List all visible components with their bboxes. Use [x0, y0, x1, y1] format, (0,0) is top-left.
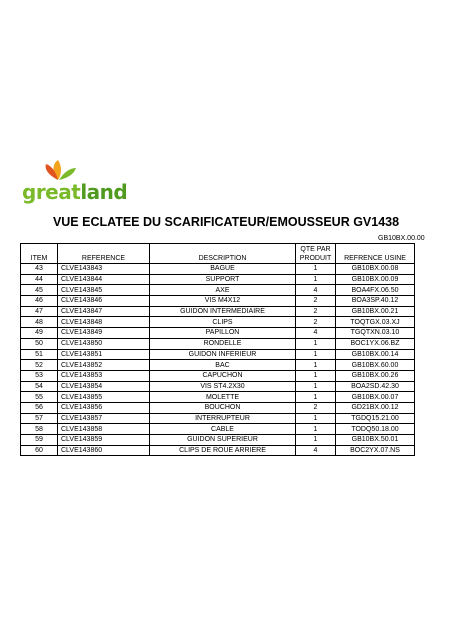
table-row [21, 370, 415, 381]
cell-factory-reference: GB10BX.00.14 [336, 349, 415, 360]
cell-description: RONDELLE [150, 338, 296, 349]
table-row [21, 402, 415, 413]
cell-quantity: 1 [296, 264, 336, 275]
cell-reference: CLVE143860 [58, 445, 150, 456]
cell-quantity: 4 [296, 445, 336, 456]
cell-reference: CLVE143853 [58, 370, 150, 381]
cell-description: AXE [150, 285, 296, 296]
cell-quantity: 1 [296, 370, 336, 381]
cell-description: CLIPS [150, 317, 296, 328]
cell-factory-reference: BOA4FX.06.50 [336, 285, 415, 296]
cell-reference: CLVE143848 [58, 317, 150, 328]
cell-description: BAC [150, 360, 296, 371]
cell-quantity: 1 [296, 381, 336, 392]
cell-description: SUPPORT [150, 274, 296, 285]
cell-factory-reference: GB10BX.00.09 [336, 274, 415, 285]
table-row [21, 338, 415, 349]
cell-quantity: 1 [296, 338, 336, 349]
cell-reference: CLVE143857 [58, 413, 150, 424]
cell-description: CAPUCHON [150, 370, 296, 381]
cell-quantity: 2 [296, 317, 336, 328]
cell-factory-reference: BOC1YX.06.BZ [336, 338, 415, 349]
cell-quantity: 1 [296, 360, 336, 371]
cell-factory-reference: TGDQ15.21.00 [336, 413, 415, 424]
cell-description: BOUCHON [150, 402, 296, 413]
cell-item: 57 [21, 413, 58, 424]
header-factory-reference: REFRENCE USINE [336, 244, 415, 264]
table-row [21, 360, 415, 371]
table-row [21, 424, 415, 435]
cell-description: GUIDON INTERMEDIAIRE [150, 306, 296, 317]
header-quantity-line2: PRODUIT [299, 255, 332, 262]
table-row [21, 285, 415, 296]
logo-word-part-2: land [80, 180, 128, 204]
table-row [21, 264, 415, 275]
cell-reference: CLVE143859 [58, 435, 150, 446]
cell-quantity: 2 [296, 296, 336, 307]
cell-item: 49 [21, 328, 58, 339]
table-row [21, 392, 415, 403]
cell-quantity: 1 [296, 424, 336, 435]
cell-reference: CLVE143858 [58, 424, 150, 435]
header-description: DESCRIPTION [150, 244, 296, 264]
cell-item: 50 [21, 338, 58, 349]
page-title: VUE ECLATEE DU SCARIFICATEUR/EMOUSSEUR GV1438 [52, 215, 400, 229]
parts-table [20, 243, 415, 456]
table-row [21, 435, 415, 446]
brand-logo [22, 158, 142, 208]
cell-factory-reference: TOQTGX.03.XJ [336, 317, 415, 328]
cell-item: 51 [21, 349, 58, 360]
logo-word-part-1: great [22, 180, 81, 204]
cell-reference: CLVE143843 [58, 264, 150, 275]
cell-description: GUIDON SUPERIEUR [150, 435, 296, 446]
cell-description: GUIDON INFERIEUR [150, 349, 296, 360]
cell-quantity: 4 [296, 328, 336, 339]
cell-quantity: 1 [296, 274, 336, 285]
cell-factory-reference: TGQTXN.03.10 [336, 328, 415, 339]
cell-factory-reference: BOA3SP.40.12 [336, 296, 415, 307]
table-row [21, 413, 415, 424]
cell-item: 43 [21, 264, 58, 275]
table-row [21, 349, 415, 360]
cell-factory-reference: TODQ50.18.00 [336, 424, 415, 435]
cell-item: 46 [21, 296, 58, 307]
table-header-row [21, 244, 415, 264]
cell-description: BAGUE [150, 264, 296, 275]
cell-description: INTERRUPTEUR [150, 413, 296, 424]
table-row [21, 296, 415, 307]
cell-item: 58 [21, 424, 58, 435]
cell-factory-reference: GD21BX.00.12 [336, 402, 415, 413]
header-quantity [296, 244, 336, 264]
table-row [21, 274, 415, 285]
header-item: ITEM [21, 244, 58, 264]
cell-item: 60 [21, 445, 58, 456]
cell-quantity: 2 [296, 402, 336, 413]
cell-item: 56 [21, 402, 58, 413]
table-row [21, 317, 415, 328]
logo-wordmark [22, 180, 127, 204]
cell-item: 54 [21, 381, 58, 392]
cell-reference: CLVE143851 [58, 349, 150, 360]
cell-factory-reference: GB10BX.00.21 [336, 306, 415, 317]
table-row [21, 306, 415, 317]
cell-description: CLIPS DE ROUE ARRIERE [150, 445, 296, 456]
cell-reference: CLVE143854 [58, 381, 150, 392]
header-reference: REFERENCE [58, 244, 150, 264]
cell-quantity: 4 [296, 285, 336, 296]
cell-item: 53 [21, 370, 58, 381]
cell-quantity: 1 [296, 435, 336, 446]
cell-item: 55 [21, 392, 58, 403]
cell-reference: CLVE143852 [58, 360, 150, 371]
cell-factory-reference: BOA2SD.42.30 [336, 381, 415, 392]
cell-reference: CLVE143846 [58, 296, 150, 307]
cell-factory-reference: GB10BX.00.26 [336, 370, 415, 381]
cell-item: 52 [21, 360, 58, 371]
table-row [21, 381, 415, 392]
cell-item: 44 [21, 274, 58, 285]
cell-item: 45 [21, 285, 58, 296]
cell-item: 48 [21, 317, 58, 328]
cell-reference: CLVE143849 [58, 328, 150, 339]
cell-factory-reference: GB10BX.50.01 [336, 435, 415, 446]
cell-description: CABLE [150, 424, 296, 435]
cell-reference: CLVE143856 [58, 402, 150, 413]
cell-reference: CLVE143850 [58, 338, 150, 349]
cell-item: 47 [21, 306, 58, 317]
cell-item: 59 [21, 435, 58, 446]
cell-quantity: 1 [296, 413, 336, 424]
cell-factory-reference: GB10BX.60.00 [336, 360, 415, 371]
cell-description: VIS ST4.2X30 [150, 381, 296, 392]
cell-reference: CLVE143844 [58, 274, 150, 285]
cell-quantity: 2 [296, 306, 336, 317]
cell-reference: CLVE143855 [58, 392, 150, 403]
cell-description: VIS M4X12 [150, 296, 296, 307]
cell-factory-reference: GB10BX.00.07 [336, 392, 415, 403]
header-quantity-line1: QTE PAR [300, 246, 331, 253]
cell-reference: CLVE143847 [58, 306, 150, 317]
cell-quantity: 1 [296, 349, 336, 360]
cell-description: PAPILLON [150, 328, 296, 339]
table-row [21, 445, 415, 456]
assembly-reference: GB10BX.00.00 [378, 235, 425, 242]
cell-factory-reference: BOC2YX.07.NS [336, 445, 415, 456]
cell-reference: CLVE143845 [58, 285, 150, 296]
cell-description: MOLETTE [150, 392, 296, 403]
table-row [21, 328, 415, 339]
cell-quantity: 1 [296, 392, 336, 403]
cell-factory-reference: GB10BX.00.08 [336, 264, 415, 275]
